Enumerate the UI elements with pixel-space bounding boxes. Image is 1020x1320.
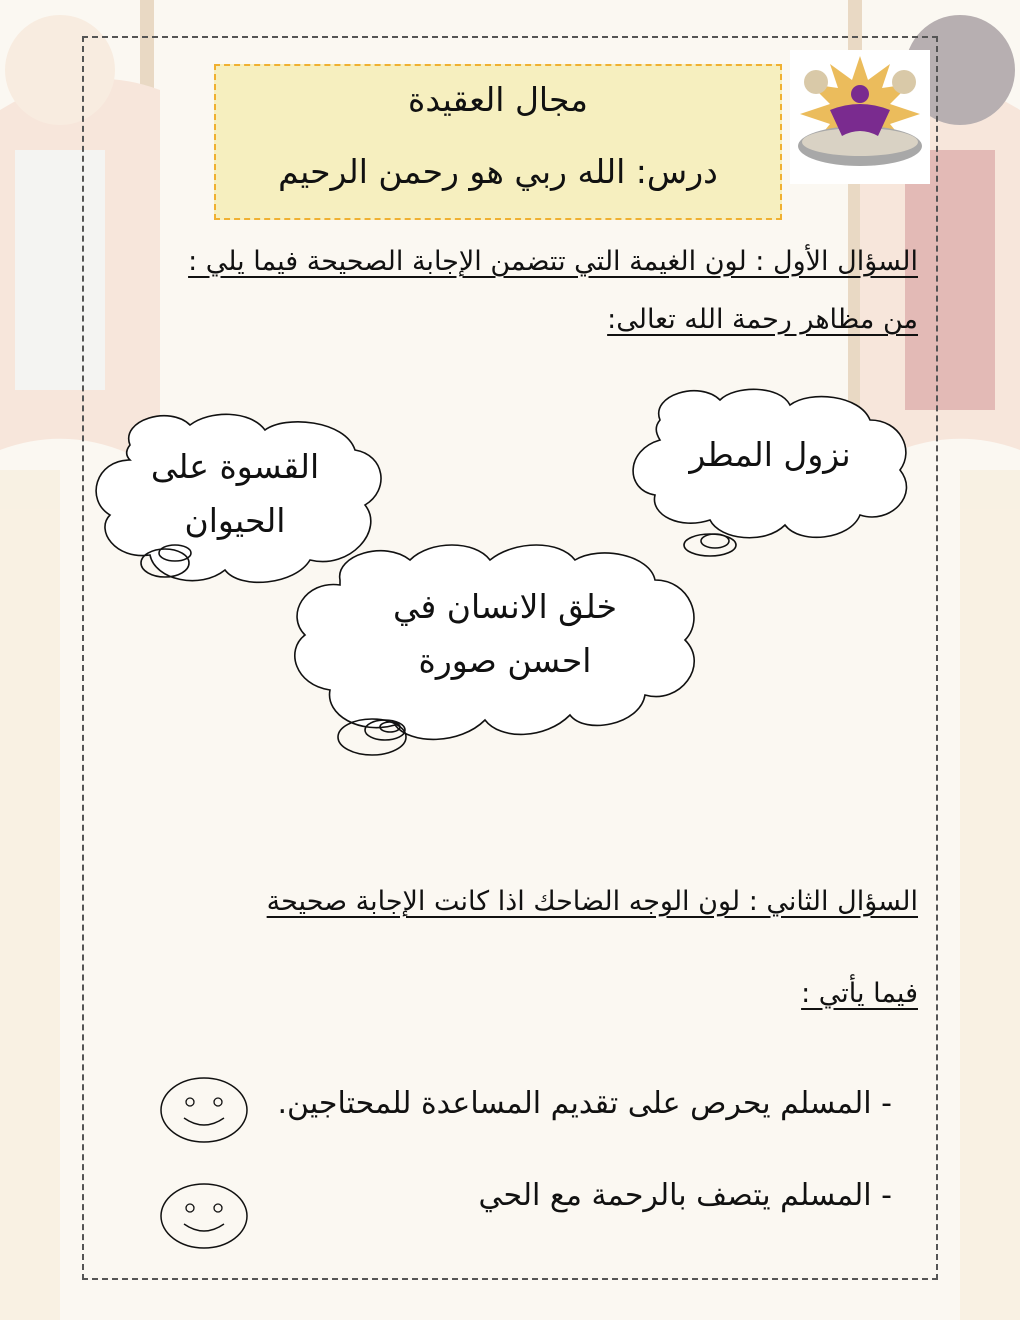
cloud-text-line: الحيوان <box>184 501 286 540</box>
cloud-option-rain[interactable] <box>660 428 880 482</box>
cloud-option-cruelty[interactable] <box>130 440 340 548</box>
cloud-text-line: خلق الانسان في <box>392 587 617 626</box>
smiley-face-icon[interactable] <box>158 1180 250 1252</box>
statement-item: - المسلم يتصف بالرحمة مع الحي <box>478 1178 892 1213</box>
question2-prompt-continued: فيما يأتي : <box>801 978 918 1009</box>
cloud-text-line: احسن صورة <box>418 641 592 680</box>
cloud-text-line: القسوة على <box>150 447 320 486</box>
question1-subprompt: من مظاهر رحمة الله تعالى: <box>607 304 918 335</box>
question1-prompt: السؤال الأول : لون الغيمة التي تتضمن الإجابة الصحيحة فيما يلي : <box>188 246 918 277</box>
cloud-option-creation[interactable] <box>360 580 650 688</box>
statement-item: - المسلم يحرص على تقديم المساعدة للمحتاجين. <box>277 1086 892 1121</box>
lesson-title: درس: الله ربي هو رحمن الرحيم <box>278 152 718 191</box>
domain-title: مجال العقيدة <box>408 80 588 119</box>
cloud-text-line: نزول المطر <box>689 435 851 474</box>
smiley-face-icon[interactable] <box>158 1074 250 1146</box>
question2-prompt: السؤال الثاني : لون الوجه الضاحك اذا كانت الإجابة صحيحة <box>266 886 918 917</box>
